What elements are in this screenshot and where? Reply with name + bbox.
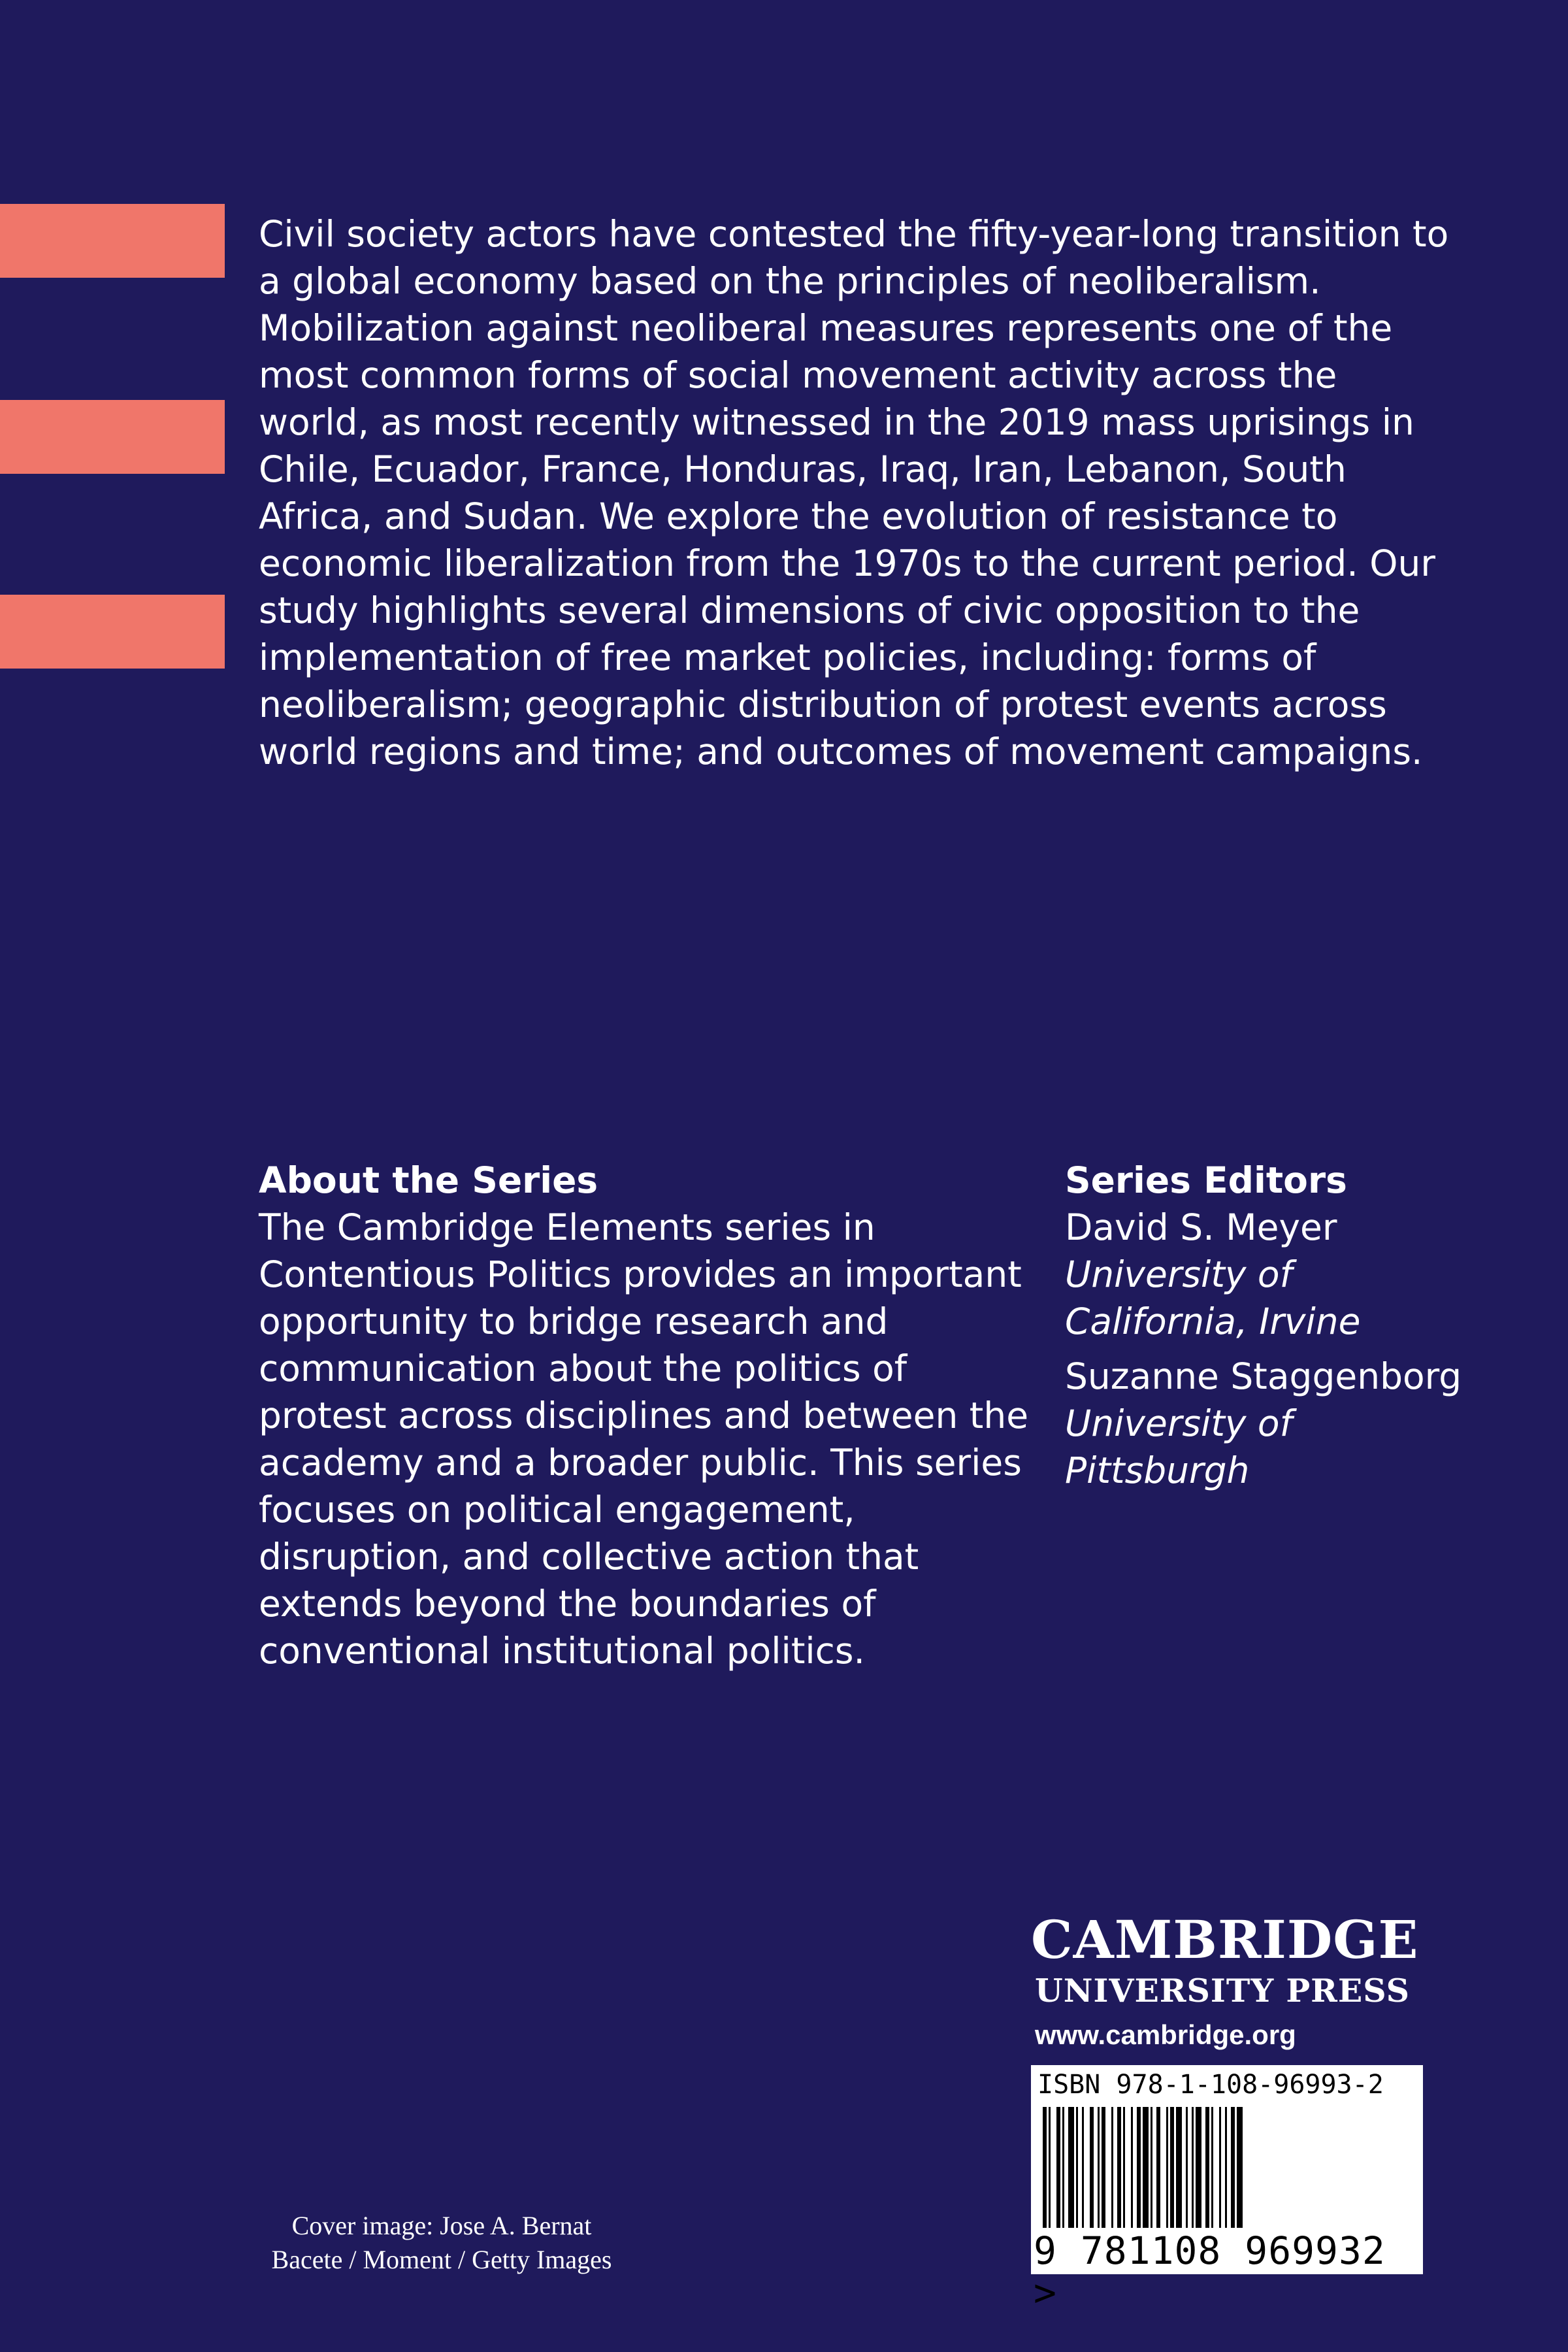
barcode-bar [1176,2107,1182,2228]
barcode-bar [1156,2107,1160,2228]
about-series-text: The Cambridge Elements series in Contentious Politics provides an important opportunity to bridge research and communication about the politics of protest across disciplines and between the academy and a broader public. This series focuses on political engagement, disruption, and collective action that extends beyond the boundaries of conventional institutional politics. [259,1206,1029,1672]
isbn-label: ISBN 978-1-108-96993-2 [1037,2070,1384,2100]
series-editors-section [1065,1157,1483,1494]
publisher-website: www.cambridge.org [1035,2019,1296,2050]
barcode-bars [1037,2107,1416,2231]
barcode-bar [1170,2107,1174,2228]
barcode-bar [1166,2107,1168,2228]
barcode-bar [1090,2107,1094,2228]
about-series-heading: About the Series [259,1159,598,1201]
publisher-subtitle: UNIVERSITY PRESS [1035,1972,1410,2010]
about-series-section [259,1157,1030,1674]
barcode-bar [1219,2107,1221,2228]
barcode-bar [1102,2107,1105,2228]
barcode-bar [1049,2107,1051,2228]
editor-name: Suzanne Staggenborg [1065,1355,1462,1397]
barcode-bar [1231,2107,1235,2228]
isbn-barcode [1031,2065,1423,2315]
editor-entry [1065,1204,1483,1345]
barcode-bar [1225,2107,1227,2228]
accent-bar-top [0,204,225,278]
barcode-bar [1098,2107,1100,2228]
barcode-bar [1043,2107,1047,2228]
barcode-bar [1186,2107,1188,2228]
barcode-bar [1076,2107,1078,2228]
barcode-bar [1196,2107,1201,2228]
editor-name: David S. Meyer [1065,1206,1337,1248]
editor-affiliation: University of California, Irvine [1065,1253,1361,1342]
barcode-bar [1211,2107,1213,2228]
barcode-bar [1192,2107,1194,2228]
book-blurb: Civil society actors have contested the fifty-year-long transition to a global economy based on the principles of neoliberalism. Mobilization against neoliberal measures represents one of the most common forms of social movement activity across the world, as most recently witnessed in the 2019 mass uprisings in Chile, Ecuador, France, Honduras, Iraq, Iran, Lebanon, South Africa, and Sudan. We explore the evolution of resistance to economic liberalization from the 1970s to the current period. Our study highlights several dimensions of civic opposition to the implementation of free market policies, including: forms of neoliberalism; geographic distribution of protest events across world regions and time; and outcomes of movement campaigns. [259,213,1449,772]
accent-bar-middle [0,400,225,474]
barcode-bar [1056,2107,1060,2228]
barcode-bar [1237,2107,1243,2228]
barcode-bar [1131,2107,1133,2228]
barcode-bar [1151,2107,1152,2228]
barcode-bar [1082,2107,1084,2228]
publisher-logo [1031,1908,1436,2055]
barcode-bar [1137,2107,1141,2228]
barcode-bar [1117,2107,1121,2228]
barcode-digits: 9 781108 969932 > [1034,2228,1386,2315]
editor-affiliation: University of Pittsburgh [1065,1402,1292,1491]
accent-bar-bottom [0,595,225,669]
barcode-bar [1062,2107,1064,2228]
series-editors-heading: Series Editors [1065,1159,1347,1201]
cover-image-credit: Cover image: Jose A. Bernat Bacete / Moment / Getty Images [271,2211,612,2274]
barcode-bar [1111,2107,1113,2228]
publisher-name: CAMBRIDGE [1031,1909,1419,1970]
barcode-bar [1143,2107,1149,2228]
barcode-bar [1123,2107,1125,2228]
barcode-bar [1068,2107,1074,2228]
barcode-bar [1205,2107,1209,2228]
editor-entry [1065,1353,1483,1494]
